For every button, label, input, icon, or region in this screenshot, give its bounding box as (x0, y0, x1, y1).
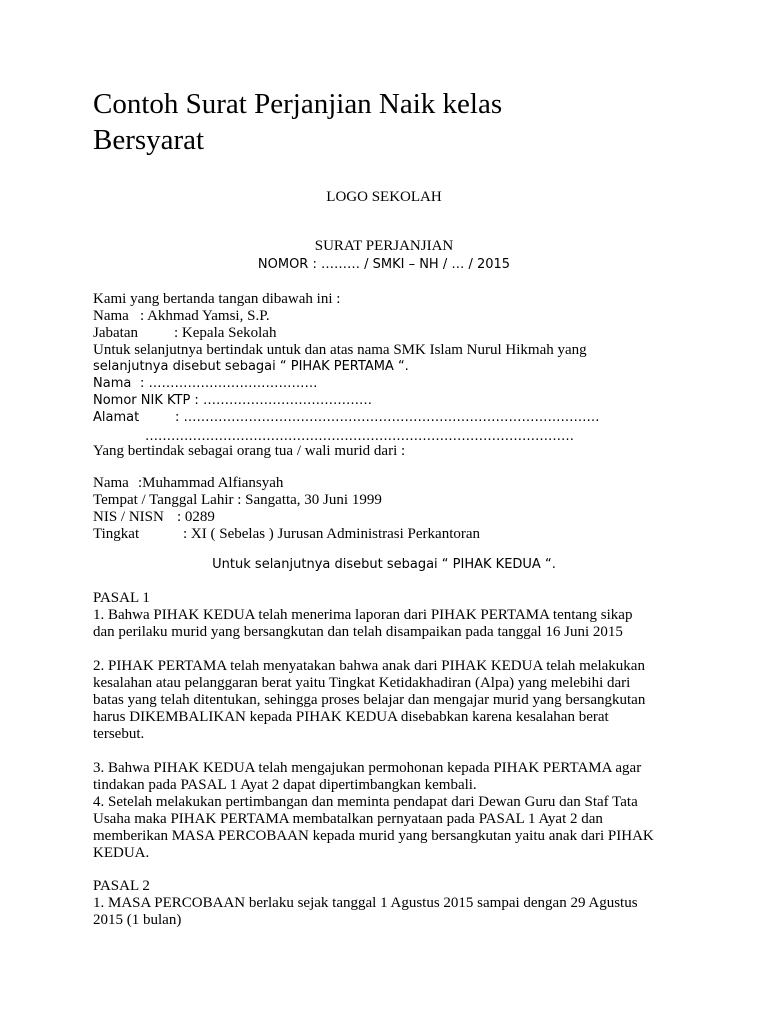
pasal-1-item-1-line-2: dan perilaku murid yang bersangkutan dan telah disampaikan pada tanggal 16 Juni 2015 (93, 624, 623, 640)
student-nis-label: NIS / NISN (93, 509, 164, 525)
guardian-ktp-field: ………………………………… (202, 393, 372, 408)
student-grade-value: : XI ( Sebelas ) Jurusan Administrasi Perkantoran (183, 526, 481, 542)
guardian-ktp-row (93, 392, 372, 410)
guardian-name-label: Nama (93, 376, 132, 391)
student-nis-value: : 0289 (177, 509, 215, 525)
pasal-1-item-2-line-1: 2. PIHAK PERTAMA telah menyatakan bahwa anak dari PIHAK KEDUA telah melakukan (93, 658, 645, 674)
pasal-2-heading: PASAL 2 (93, 878, 150, 894)
pasal-1-item-2-line-3: batas yang telah ditentukan, sehingga proses belajar dan mengajar murid yang bersangkutan (93, 692, 646, 708)
student-birth-row: Tempat / Tanggal Lahir : Sangatta, 30 Juni 1999 (93, 492, 382, 508)
guardian-address-row (93, 409, 600, 427)
acting-for-text: Yang bertindak sebagai orang tua / wali murid dari : (93, 443, 406, 459)
pasal-2-item-1-line-2: 2015 (1 bulan) (93, 912, 182, 928)
guardian-address-field-1: : …………………………………………………………………………………… (175, 410, 600, 425)
pasal-1-item-2-line-4: harus DIKEMBALIKAN kepada PIHAK KEDUA disebabkan karena kesalahan berat (93, 709, 609, 725)
pasal-1-item-4-line-4: KEDUA. (93, 845, 150, 861)
guardian-address-field-2: ……………………………………………………………………………………… (145, 429, 574, 444)
guardian-ktp-label: Nomor NIK KTP : (93, 393, 199, 408)
guardian-address-label: Alamat (93, 410, 140, 425)
title-line-1: Contoh Surat Perjanjian Naik kelas (93, 88, 503, 120)
student-nis-row (93, 508, 215, 526)
second-party-designation: Untuk selanjutnya disebut sebagai “ PIHAK KEDUA “. (212, 557, 556, 572)
pasal-1-item-4-line-3: memberikan MASA PERCOBAAN kepada murid yang bersangkutan yaitu anak dari PIHAK (93, 828, 654, 844)
party1-position-value: : Kepala Sekolah (174, 325, 277, 341)
document-title (93, 86, 713, 158)
student-grade-label: Tingkat (93, 526, 140, 542)
student-name-row (93, 474, 283, 492)
guardian-name-field: : ………………………………… (140, 376, 318, 391)
pasal-2-item-1-line-1: 1. MASA PERCOBAAN berlaku sejak tanggal 1 Agustus 2015 sampai dengan 29 Agustus (93, 895, 638, 911)
pasal-1-item-3-line-2: tindakan pada PASAL 1 Ayat 2 dapat dipertimbangkan kembali. (93, 777, 477, 793)
pasal-1-item-3-line-1: 3. Bahwa PIHAK KEDUA telah mengajukan permohonan kepada PIHAK PERTAMA agar (93, 760, 642, 776)
party1-act-line-1: Untuk selanjutnya bertindak untuk dan atas nama SMK Islam Nurul Hikmah yang (93, 342, 587, 358)
student-name-label: Nama (93, 475, 129, 491)
party1-name-label: Nama (93, 308, 129, 324)
pasal-1-heading: PASAL 1 (93, 590, 150, 606)
pasal-1-item-4-line-2: Usaha maka PIHAK PERTAMA membatalkan pernyataan pada PASAL 1 Ayat 2 dan (93, 811, 603, 827)
guardian-name-row (93, 375, 318, 393)
party1-act-line-2: selanjutnya disebut sebagai “ PIHAK PERTAMA “. (93, 359, 409, 374)
pasal-1-item-4-line-1: 4. Setelah melakukan pertimbangan dan meminta pendapat dari Dewan Guru dan Staf Tata (93, 794, 638, 810)
party1-position-row (93, 324, 276, 342)
pasal-1-item-2-line-2: kesalahan atau pelanggaran berat yaitu Tingkat Ketidakhadiran (Alpa) yang melebihi dari (93, 675, 631, 691)
school-logo-placeholder: LOGO SEKOLAH (326, 189, 442, 205)
student-grade-row (93, 525, 480, 543)
student-name-value: :Muhammad Alfiansyah (138, 475, 284, 491)
party1-name-value: : Akhmad Yamsi, S.P. (140, 308, 270, 324)
letter-number: NOMOR : ……… / SMKI – NH / … / 2015 (257, 257, 511, 272)
party1-position-label: Jabatan (93, 325, 138, 341)
pasal-1-item-2-line-5: tersebut. (93, 726, 145, 742)
title-line-2: Bersyarat (93, 124, 205, 156)
intro-text: Kami yang bertanda tangan dibawah ini : (93, 291, 341, 307)
pasal-1-item-1-line-1: 1. Bahwa PIHAK KEDUA telah menerima laporan dari PIHAK PERTAMA tentang sikap (93, 607, 633, 623)
letter-heading: SURAT PERJANJIAN (314, 238, 454, 254)
party1-name-row (93, 307, 270, 325)
